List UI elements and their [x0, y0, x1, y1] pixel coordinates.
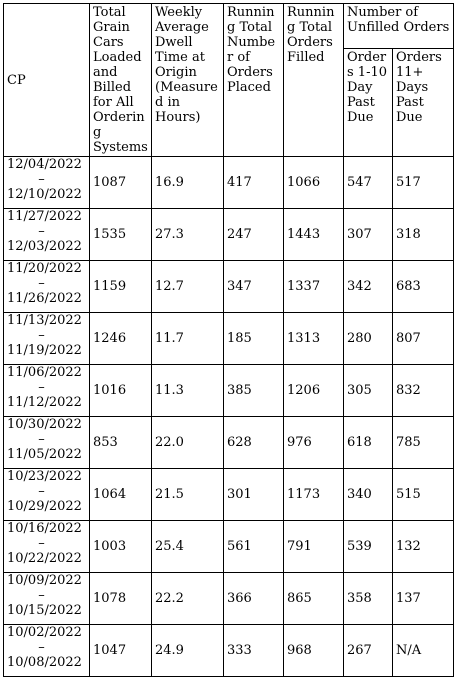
cp-date-range	[4, 157, 90, 209]
cell-orders-filled: 1313	[284, 313, 344, 365]
cell-orders-1-10: 305	[344, 365, 393, 417]
cell-orders-1-10: 340	[344, 469, 393, 521]
cp-date-range	[4, 417, 90, 469]
cell-orders-placed: 247	[224, 209, 284, 261]
cell-orders-filled: 1066	[284, 157, 344, 209]
cell-cars-loaded: 1016	[90, 365, 152, 417]
cell-orders-placed: 417	[224, 157, 284, 209]
cell-orders-filled: 791	[284, 521, 344, 573]
cp-start-date: 11/13/2022	[7, 313, 82, 328]
cell-dwell-time: 25.4	[152, 521, 224, 573]
cp-date-range	[4, 573, 90, 625]
table-row	[4, 521, 454, 573]
cell-orders-1-10: 539	[344, 521, 393, 573]
cp-date-range	[4, 625, 90, 677]
cp-range-dash: –	[38, 484, 45, 499]
cell-orders-placed: 561	[224, 521, 284, 573]
cell-orders-11-plus: 137	[393, 573, 454, 625]
cell-dwell-time: 11.3	[152, 365, 224, 417]
cell-orders-placed: 333	[224, 625, 284, 677]
cp-end-date: 10/15/2022	[7, 603, 82, 618]
cell-dwell-time: 12.7	[152, 261, 224, 313]
table-row	[4, 313, 454, 365]
cell-dwell-time: 22.2	[152, 573, 224, 625]
cell-dwell-time: 27.3	[152, 209, 224, 261]
cell-orders-1-10: 342	[344, 261, 393, 313]
header-orders-filled: Running Total Orders Filled	[284, 4, 344, 157]
cp-end-date: 12/10/2022	[7, 187, 82, 202]
cell-orders-filled: 976	[284, 417, 344, 469]
table-row	[4, 209, 454, 261]
cell-orders-filled: 968	[284, 625, 344, 677]
cell-orders-11-plus: 807	[393, 313, 454, 365]
cp-date-range	[4, 521, 90, 573]
cell-orders-placed: 301	[224, 469, 284, 521]
table-header	[4, 4, 454, 157]
cell-dwell-time: 16.9	[152, 157, 224, 209]
cp-end-date: 10/08/2022	[7, 655, 82, 670]
table-row	[4, 261, 454, 313]
table-row	[4, 417, 454, 469]
cp-end-date: 11/05/2022	[7, 447, 82, 462]
cell-cars-loaded: 853	[90, 417, 152, 469]
cp-end-date: 10/22/2022	[7, 551, 82, 566]
cp-range-dash: –	[38, 328, 45, 343]
cell-cars-loaded: 1047	[90, 625, 152, 677]
cell-orders-1-10: 618	[344, 417, 393, 469]
cp-end-date: 11/12/2022	[7, 395, 82, 410]
cp-end-date: 10/29/2022	[7, 499, 82, 514]
cell-dwell-time: 11.7	[152, 313, 224, 365]
cp-range-dash: –	[38, 276, 45, 291]
cp-range-dash: –	[38, 640, 45, 655]
cp-end-date: 11/26/2022	[7, 291, 82, 306]
table-row	[4, 573, 454, 625]
cell-orders-placed: 385	[224, 365, 284, 417]
cell-orders-11-plus: 517	[393, 157, 454, 209]
cell-cars-loaded: 1535	[90, 209, 152, 261]
cell-dwell-time: 21.5	[152, 469, 224, 521]
cell-orders-11-plus: 318	[393, 209, 454, 261]
cp-date-range	[4, 261, 90, 313]
table-body	[4, 157, 454, 677]
table-row	[4, 625, 454, 677]
cell-cars-loaded: 1087	[90, 157, 152, 209]
cp-start-date: 10/09/2022	[7, 573, 82, 588]
cell-orders-11-plus: 132	[393, 521, 454, 573]
cp-start-date: 10/23/2022	[7, 469, 82, 484]
cell-orders-placed: 366	[224, 573, 284, 625]
cp-date-range	[4, 313, 90, 365]
cell-cars-loaded: 1003	[90, 521, 152, 573]
grain-cars-table	[3, 3, 454, 677]
cell-orders-placed: 347	[224, 261, 284, 313]
cell-orders-11-plus: N/A	[393, 625, 454, 677]
cp-start-date: 11/20/2022	[7, 261, 82, 276]
cp-start-date: 10/30/2022	[7, 417, 82, 432]
cell-cars-loaded: 1159	[90, 261, 152, 313]
table-container	[3, 3, 454, 677]
header-orders-11-plus: Orders 11+ Days Past Due	[393, 49, 454, 157]
cell-dwell-time: 24.9	[152, 625, 224, 677]
cp-date-range	[4, 209, 90, 261]
cell-dwell-time: 22.0	[152, 417, 224, 469]
cell-orders-11-plus: 832	[393, 365, 454, 417]
cell-cars-loaded: 1064	[90, 469, 152, 521]
header-row	[4, 4, 454, 49]
cp-range-dash: –	[38, 432, 45, 447]
cp-start-date: 11/27/2022	[7, 209, 82, 224]
cell-cars-loaded: 1078	[90, 573, 152, 625]
cell-orders-1-10: 267	[344, 625, 393, 677]
cell-orders-1-10: 547	[344, 157, 393, 209]
header-orders-1-10: Orders 1-10 Day Past Due	[344, 49, 393, 157]
cell-orders-filled: 865	[284, 573, 344, 625]
cp-start-date: 11/06/2022	[7, 365, 82, 380]
cell-orders-filled: 1337	[284, 261, 344, 313]
header-cars-loaded: Total Grain Cars Loaded and Billed for All Ordering Systems	[90, 4, 152, 157]
cp-range-dash: –	[38, 380, 45, 395]
header-orders-placed: Running Total Number of Orders Placed	[224, 4, 284, 157]
table-row	[4, 157, 454, 209]
table-row	[4, 365, 454, 417]
cell-orders-placed: 185	[224, 313, 284, 365]
cell-orders-11-plus: 515	[393, 469, 454, 521]
cp-start-date: 10/02/2022	[7, 625, 82, 640]
cp-date-range	[4, 469, 90, 521]
cp-range-dash: –	[38, 224, 45, 239]
cp-range-dash: –	[38, 536, 45, 551]
table-row	[4, 469, 454, 521]
cell-orders-11-plus: 683	[393, 261, 454, 313]
cp-end-date: 11/19/2022	[7, 343, 82, 358]
cell-orders-1-10: 307	[344, 209, 393, 261]
cp-range-dash: –	[38, 172, 45, 187]
cp-date-range	[4, 365, 90, 417]
cell-orders-1-10: 358	[344, 573, 393, 625]
cell-orders-11-plus: 785	[393, 417, 454, 469]
header-cp: CP	[4, 4, 90, 157]
cp-range-dash: –	[38, 588, 45, 603]
header-dwell-time: Weekly Average Dwell Time at Origin (Measured in Hours)	[152, 4, 224, 157]
cell-orders-placed: 628	[224, 417, 284, 469]
cell-orders-filled: 1206	[284, 365, 344, 417]
cell-orders-filled: 1173	[284, 469, 344, 521]
cp-start-date: 12/04/2022	[7, 157, 82, 172]
cp-start-date: 10/16/2022	[7, 521, 82, 536]
cell-cars-loaded: 1246	[90, 313, 152, 365]
cell-orders-filled: 1443	[284, 209, 344, 261]
header-unfilled-orders: Number of Unfilled Orders	[344, 4, 454, 49]
cell-orders-1-10: 280	[344, 313, 393, 365]
cp-end-date: 12/03/2022	[7, 239, 82, 254]
